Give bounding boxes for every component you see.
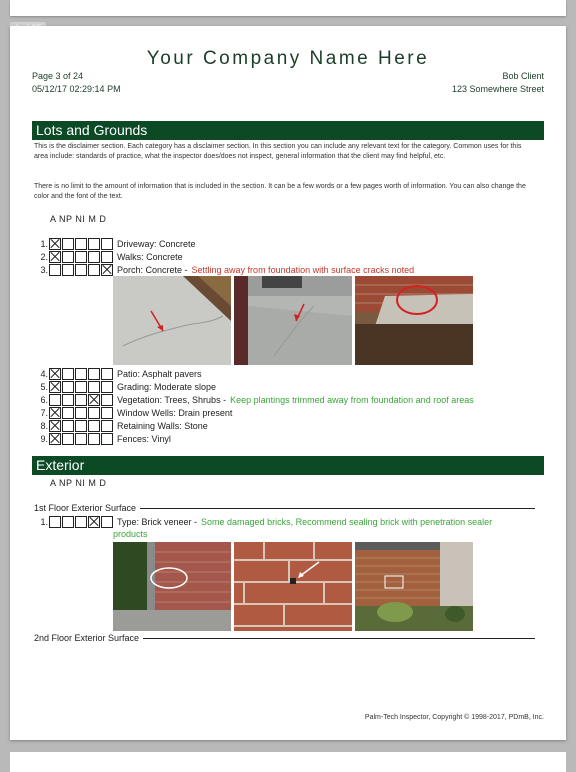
checkbox[interactable] [88, 264, 100, 276]
checkbox[interactable] [62, 381, 74, 393]
checkbox[interactable] [101, 420, 113, 432]
photo-brick-corner[interactable] [113, 542, 231, 631]
section-exterior: Exterior [32, 456, 544, 475]
item-comment: Some damaged bricks, Recommend sealing brick with penetration sealer [201, 517, 493, 527]
photo-porch-crack-image [113, 276, 231, 365]
previous-page-edge [10, 0, 566, 16]
disclaimer-2: There is no limit to the amount of information that is included in the section. It can be a few words or a few pages worth of information. You can also change the color and the font of the text. [34, 183, 526, 200]
item-label: Retaining Walls: Stone [117, 421, 208, 431]
item-number: 3. [40, 265, 48, 275]
item-label: Vegetation: Trees, Shrubs - [117, 395, 227, 405]
item-label: Patio: Asphalt pavers [117, 369, 202, 379]
item-number: 5. [40, 382, 48, 392]
checkbox[interactable] [75, 381, 87, 393]
footer-copyright: Palm-Tech Inspector, Copyright © 1998-2017, PDmB, Inc. [364, 714, 544, 721]
checkbox[interactable] [49, 251, 61, 263]
inspection-item-row [36, 407, 232, 419]
item-comment: Keep plantings trimmed away from foundation and roof areas [230, 395, 474, 405]
checkbox[interactable] [62, 238, 74, 250]
subhead-1st-floor [34, 503, 535, 513]
checkbox[interactable] [75, 516, 87, 528]
inspection-item-row [36, 264, 414, 276]
item-checkboxes [49, 516, 114, 528]
header-left [32, 70, 121, 96]
checkbox[interactable] [49, 394, 61, 406]
checkbox[interactable] [88, 407, 100, 419]
item-number: 1. [40, 517, 48, 527]
item-checkboxes [49, 394, 114, 406]
exterior-item-row [36, 516, 492, 528]
client-name: Bob Client [502, 71, 544, 81]
checkbox[interactable] [75, 264, 87, 276]
checkbox[interactable] [62, 433, 74, 445]
photo-brick-damage[interactable] [234, 542, 352, 631]
checkbox[interactable] [49, 381, 61, 393]
checkbox[interactable] [101, 251, 113, 263]
exterior-checkbox-legend: A NP NI M D [50, 478, 107, 488]
item-comment: Settling away from foundation with surface cracks noted [191, 265, 415, 275]
photo-brick-wall-image [355, 542, 473, 631]
checkbox[interactable] [101, 516, 113, 528]
checkbox[interactable] [62, 394, 74, 406]
header-right [452, 70, 544, 96]
checkbox[interactable] [49, 420, 61, 432]
checkbox[interactable] [88, 420, 100, 432]
checkbox[interactable] [75, 251, 87, 263]
checkbox[interactable] [49, 516, 61, 528]
item-label: Driveway: Concrete [117, 239, 196, 249]
item-number: 4. [40, 369, 48, 379]
checkbox[interactable] [88, 238, 100, 250]
item-checkboxes [49, 264, 114, 276]
checkbox[interactable] [75, 420, 87, 432]
checkbox[interactable] [75, 238, 87, 250]
item-checkboxes [49, 407, 114, 419]
photo-brick-damage-image [234, 542, 352, 631]
item-number: 6. [40, 395, 48, 405]
checkbox-legend: A NP NI M D [50, 214, 107, 224]
photo-brick-corner-image [113, 542, 231, 631]
photo-porch-step[interactable] [234, 276, 352, 365]
report-datetime: 05/12/17 02:29:14 PM [32, 84, 121, 94]
checkbox[interactable] [49, 238, 61, 250]
checkbox[interactable] [88, 433, 100, 445]
divider [140, 508, 535, 509]
item-checkboxes [49, 433, 114, 445]
checkbox[interactable] [62, 368, 74, 380]
photo-porch-foundation-image [355, 276, 473, 365]
checkbox[interactable] [88, 251, 100, 263]
inspection-item-row [36, 381, 216, 393]
item-comment-continued: products [113, 529, 148, 539]
item-label: Walks: Concrete [117, 252, 183, 262]
inspection-item-row [36, 420, 208, 432]
checkbox[interactable] [49, 407, 61, 419]
client-address: 123 Somewhere Street [451, 84, 544, 94]
checkbox[interactable] [101, 368, 113, 380]
checkbox[interactable] [101, 238, 113, 250]
checkbox[interactable] [75, 368, 87, 380]
item-label: Grading: Moderate slope [117, 382, 217, 392]
item-label: Type: Brick veneer - [117, 517, 198, 527]
item-number: 1. [40, 239, 48, 249]
checkbox[interactable] [62, 420, 74, 432]
photo-brick-wall[interactable] [355, 542, 473, 631]
inspection-item-row [36, 238, 196, 250]
company-name: Your Company Name Here [146, 48, 430, 69]
item-checkboxes [49, 420, 114, 432]
checkbox[interactable] [101, 394, 113, 406]
photo-porch-step-image [234, 276, 352, 365]
checkbox[interactable] [75, 407, 87, 419]
item-label: Fences: Vinyl [117, 434, 171, 444]
subhead-1st-floor-label: 1st Floor Exterior Surface [34, 503, 137, 513]
item-checkboxes [49, 381, 114, 393]
item-number: 9. [40, 434, 48, 444]
checkbox[interactable] [88, 394, 100, 406]
checkbox[interactable] [88, 516, 100, 528]
document-page [10, 26, 566, 740]
checkbox[interactable] [101, 381, 113, 393]
checkbox[interactable] [88, 368, 100, 380]
page-number: Page 3 of 24 [32, 71, 84, 81]
checkbox[interactable] [101, 407, 113, 419]
inspection-item-row [36, 433, 171, 445]
checkbox[interactable] [101, 264, 113, 276]
next-page-edge [10, 752, 566, 772]
disclaimer-1: This is the disclaimer section. Each category has a disclaimer section. In this section you can include any relevant text for the category. Common uses for this area include: standards of practice, what the inspector does/does not inspect, general information that the client may find helpful, etc. [34, 143, 522, 160]
checkbox[interactable] [49, 368, 61, 380]
section-lots-and-grounds: Lots and Grounds [32, 121, 544, 140]
item-checkboxes [49, 368, 114, 380]
item-number: 8. [40, 421, 48, 431]
checkbox[interactable] [49, 433, 61, 445]
inspection-item-row [36, 251, 183, 263]
item-number: 2. [40, 252, 48, 262]
inspection-item-row [36, 394, 474, 406]
divider [143, 638, 535, 639]
subhead-2nd-floor [34, 633, 535, 643]
checkbox[interactable] [62, 407, 74, 419]
checkbox[interactable] [88, 381, 100, 393]
item-label: Window Wells: Drain present [117, 408, 233, 418]
checkbox[interactable] [75, 433, 87, 445]
item-checkboxes [49, 251, 114, 263]
photo-porch-crack[interactable] [113, 276, 231, 365]
inspection-item-row [36, 368, 202, 380]
item-number: 7. [40, 408, 48, 418]
checkbox[interactable] [62, 251, 74, 263]
checkbox[interactable] [62, 516, 74, 528]
photo-porch-foundation[interactable] [355, 276, 473, 365]
checkbox[interactable] [62, 264, 74, 276]
subhead-2nd-floor-label: 2nd Floor Exterior Surface [34, 633, 140, 643]
item-label: Porch: Concrete - [117, 265, 188, 275]
checkbox[interactable] [101, 433, 113, 445]
item-checkboxes [49, 238, 114, 250]
checkbox[interactable] [49, 264, 61, 276]
checkbox[interactable] [75, 394, 87, 406]
